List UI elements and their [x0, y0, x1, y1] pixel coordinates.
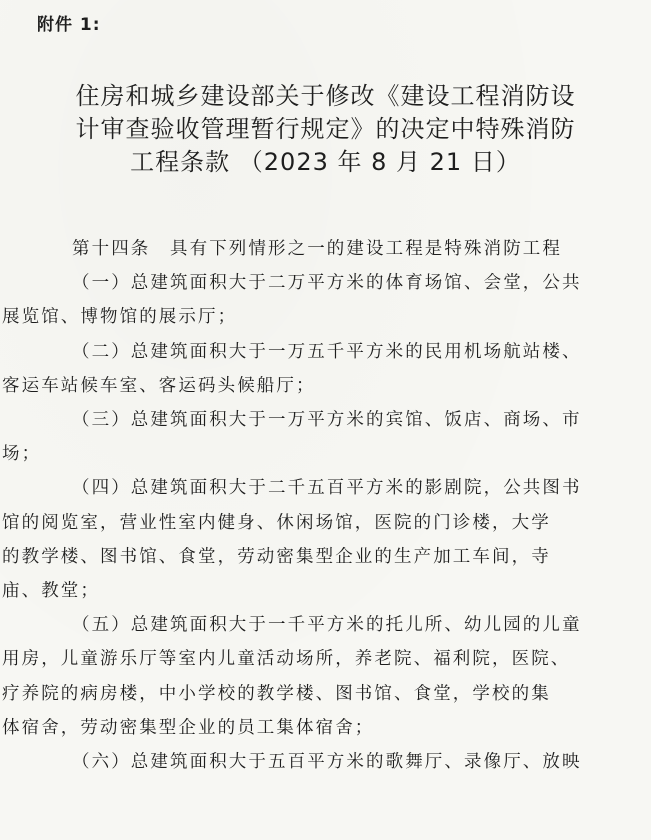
paragraph-line: 用房，儿童游乐厅等室内儿童活动场所，养老院、福利院，医院、	[2, 649, 571, 670]
paragraph-line: 客运车站候车室、客运码头候船厅；	[2, 375, 316, 396]
paragraph-line: （五）总建筑面积大于一千平方米的托儿所、幼儿园的儿童	[72, 615, 582, 636]
clause-3	[2, 403, 627, 471]
clause-6	[37, 745, 627, 779]
document-title	[24, 80, 627, 179]
attachment-label: 附件 1:	[37, 15, 101, 35]
paragraph-line: （三）总建筑面积大于一万平方米的宾馆、饭店、商场、市	[72, 410, 582, 431]
clause-4	[2, 471, 627, 608]
paragraph-line: （六）总建筑面积大于五百平方米的歌舞厅、录像厅、放映	[72, 752, 582, 773]
paragraph-line: 疗养院的病房楼，中小学校的教学楼、图书馆、食堂，学校的集	[2, 683, 551, 704]
document-body	[2, 232, 627, 779]
article-heading	[37, 232, 627, 266]
clause-5	[2, 608, 627, 745]
paragraph-line: 馆的阅览室，营业性室内健身、休闲场馆，医院的门诊楼，大学	[2, 512, 551, 533]
paragraph-line: 庙、教堂；	[2, 581, 100, 602]
paragraph-line: 场；	[2, 444, 42, 465]
title-line: 住房和城乡建设部关于修改《建设工程消防设	[75, 82, 576, 110]
paragraph-line: 第十四条 具有下列情形之一的建设工程是特殊消防工程	[72, 239, 562, 259]
clause-2	[2, 335, 627, 403]
title-line: 计审查验收管理暂行规定》的决定中特殊消防	[75, 115, 576, 143]
clause-1	[2, 266, 627, 334]
paragraph-line: 的教学楼、图书馆、食堂，劳动密集型企业的生产加工车间，寺	[2, 546, 551, 567]
paragraph-line: 展览馆、博物馆的展示厅；	[2, 307, 238, 328]
title-line: 工程条款 （2023 年 8 月 21 日）	[130, 148, 521, 176]
paragraph-line: （一）总建筑面积大于二万平方米的体育场馆、会堂，公共	[72, 273, 582, 294]
paragraph-line: 体宿舍，劳动密集型企业的员工集体宿舍；	[2, 717, 375, 738]
paragraph-line: （二）总建筑面积大于一万五千平方米的民用机场航站楼、	[72, 341, 582, 362]
paragraph-line: （四）总建筑面积大于二千五百平方米的影剧院，公共图书	[72, 478, 582, 499]
